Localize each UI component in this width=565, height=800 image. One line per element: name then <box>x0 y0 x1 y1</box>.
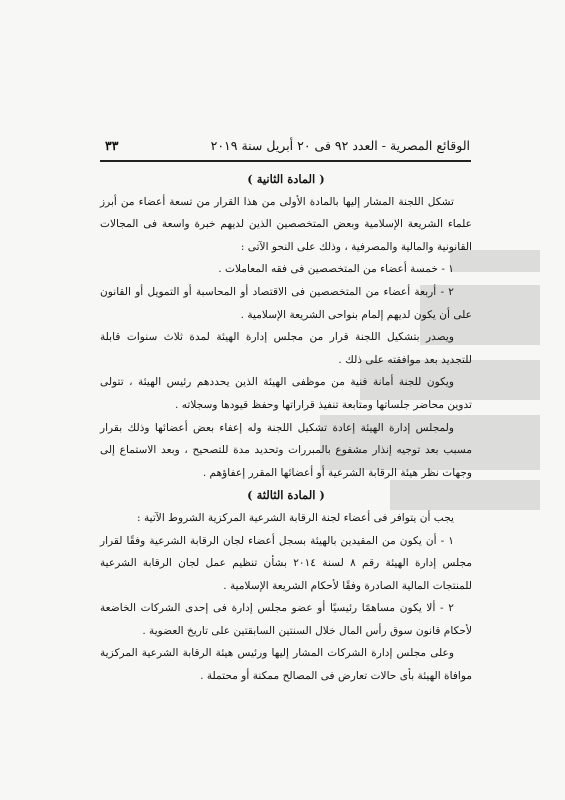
article-3-paragraph-1: وعلى مجلس إدارة الشركات المشار إليها ورئيس هيئة الرقابة الشرعية المركزية موافاة الهيئة بأى حالات تعارض فى المصالح ممكنة أو محتملة . <box>100 647 472 683</box>
article-2-paragraph-2: ويكون للجنة أمانة فنية من موظفى الهيئة الذين يحددهم رئيس الهيئة ، تتولى تدوين محاضر جلساتها ومتابعة تنفيذ قراراتها وحفظ قيودها وسجلاته . <box>100 376 472 411</box>
article-2-heading: ( المادة الثانية ) <box>247 172 325 186</box>
article-2-item-1: ١ - خمسة أعضاء من المتخصصين فى فقه المعاملات . <box>218 263 454 276</box>
article-2-paragraph-3: ولمجلس إدارة الهيئة إعادة تشكيل اللجنة وله إعفاء بعض أعضائها وذلك بقرار مسبب بعد توجيه إنذار مشفوع بالمبررات وتحديد مدة للتصحيح ، وبعد الاستماع إلى وجهات نظر هيئة الرقابة الشرعية أو أعضائها المقرر إعفاؤهم . <box>100 421 472 479</box>
header-rule <box>100 160 471 162</box>
article-3-heading: ( المادة الثالثة ) <box>247 488 325 503</box>
header-title: الوقائع المصرية - العدد ٩٢ فى ٢٠ أبريل سنة ٢٠١٩ <box>210 138 470 153</box>
article-3-intro: يجب أن يتوافر فى أعضاء لجنة الرقابة الشرعية المركزية الشروط الآتية : <box>137 511 454 524</box>
document-body <box>100 168 472 688</box>
article-3-item-1: ١ - أن يكون من المقيدين بالهيئة بسجل أعضاء لجان الرقابة الشرعية وفقًا لقرار مجلس إدارة الهيئة رقم ٨ لسنة ٢٠١٤ بشأن تنظيم عمل لجان الرقابة الشرعية للمنتجات المالية الصادرة وفقًا لأحكام الشريعة الإسلامية . <box>100 534 473 592</box>
article-2-intro: تشكل اللجنة المشار إليها بالمادة الأولى من هذا القرار من تسعة أعضاء من أبرز علماء الشريعة الإسلامية وبعض المتخصصين الذين لديهم خبرة واسعة فى المجالات القانونية والمالية والمصرفية ، وذلك على النحو الآتى : <box>100 195 472 253</box>
page-header <box>105 138 470 158</box>
page-number: ٣٣ <box>105 138 119 153</box>
article-3-item-2: ٢ - ألا يكون مساهمًا رئيسيًا أو عضو مجلس إدارة فى إحدى الشركات الخاضعة لأحكام قانون سوق رأس المال خلال السنتين السابقتين على تاريخ العضوية . <box>100 602 472 637</box>
article-2-paragraph-1: ويصدر بتشكيل اللجنة قرار من مجلس إدارة الهيئة لمدة ثلاث سنوات قابلة للتجديد بعد موافقته على ذلك . <box>100 331 472 366</box>
article-2-item-2: ٢ - أربعة أعضاء من المتخصصين فى الاقتصاد أو المحاسبة أو التمويل أو القانون على أن يكون لديهم إلمام بنواحى الشريعة الإسلامية . <box>100 285 472 321</box>
